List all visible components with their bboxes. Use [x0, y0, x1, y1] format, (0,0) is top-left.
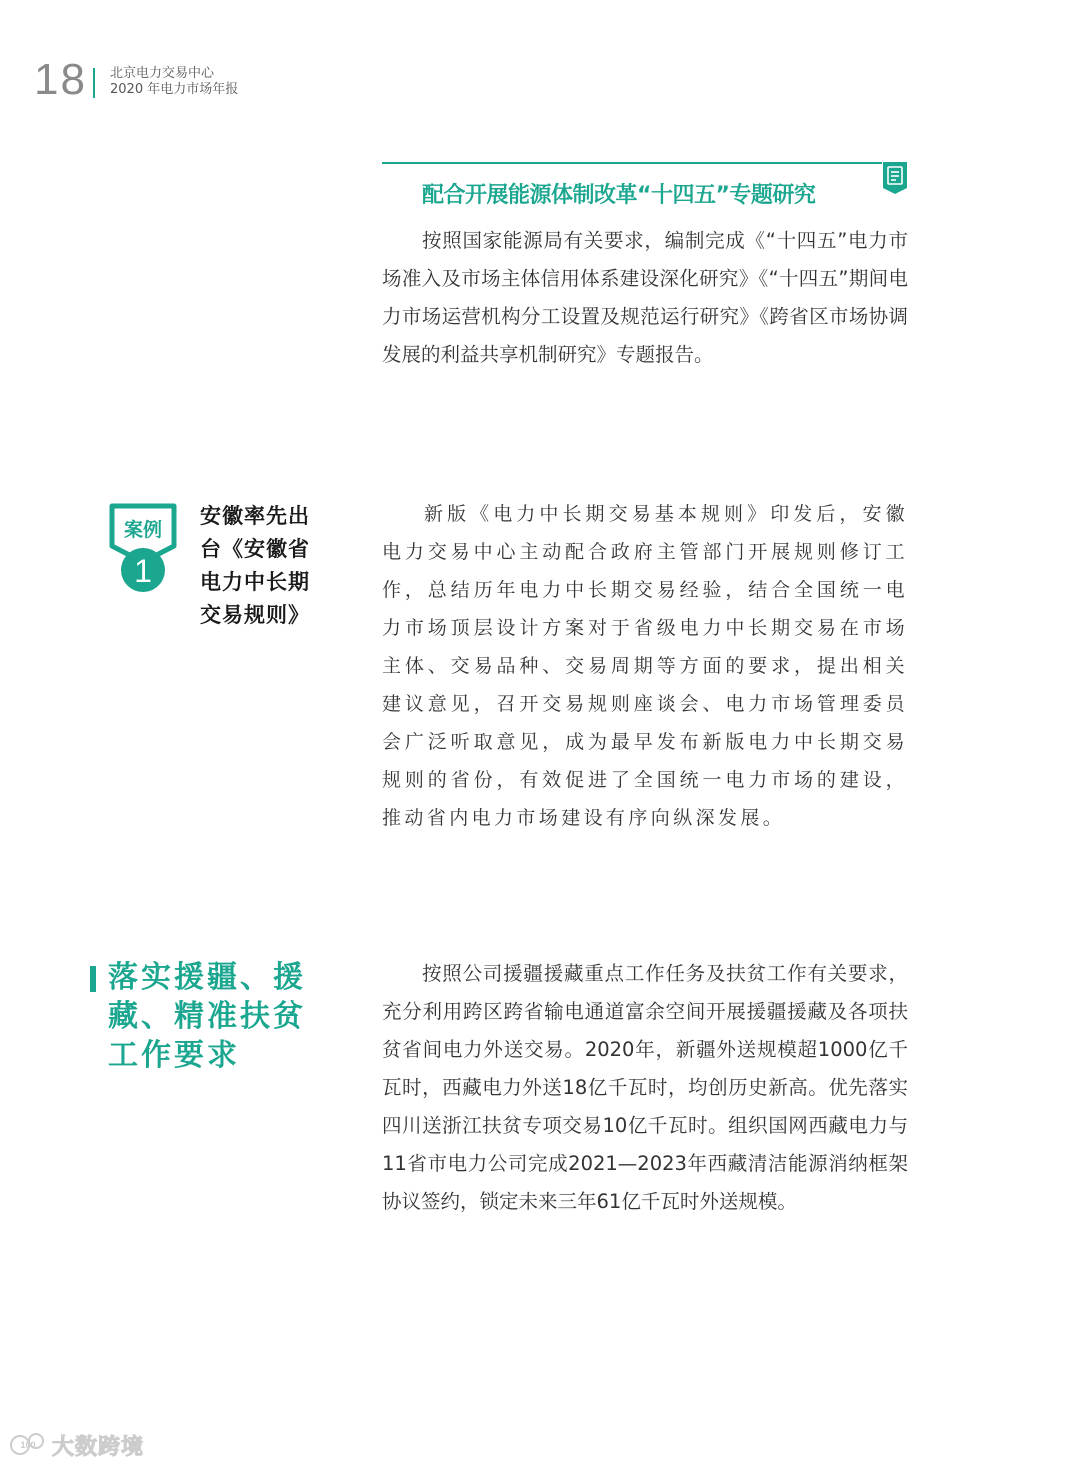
- page-number: 18: [34, 55, 87, 104]
- section-body-paragraph: 按照国家能源局有关要求，编制完成《“十四五”电力市场准入及市场主体信用体系建设深化研究》《“十四五”期间电力市场运营机构分工设置及规范运行研究》《跨省区市场协调发展的利益共享机制研究》专题报告。: [382, 229, 908, 366]
- case-badge-number: 1: [134, 553, 152, 589]
- case-badge-label: 案例: [123, 519, 163, 541]
- watermark-logo-text: 100: [20, 1440, 36, 1450]
- side-title-bar: [90, 966, 96, 992]
- header-text: [110, 66, 238, 98]
- section2-body-paragraph: 按照公司援疆援藏重点工作任务及扶贫工作有关要求，充分利用跨区跨省输电通道富余空间开展援疆援藏及各项扶贫省间电力外送交易。2020年，新疆外送规模超1000亿千瓦时，西藏电力外送18亿千瓦时，均创历史新高。优先落实四川送浙江扶贫专项交易10亿千瓦时。组织国网西藏电力与11省市电力公司完成2021—2023年西藏清洁能源消纳框架协议签约，锁定未来三年61亿千瓦时外送规模。: [382, 962, 908, 1213]
- section-title: 配合开展能源体制改革“十四五”专题研究: [422, 183, 816, 208]
- header-report-name: 2020 年电力市场年报: [110, 82, 239, 97]
- section-rule: [382, 162, 882, 164]
- watermark-text: 大数跨境: [52, 1434, 145, 1460]
- watermark-logo-icon: [8, 1431, 48, 1459]
- case-badge: [108, 502, 178, 594]
- side-title: 落实援疆、援藏、精准扶贫工作要求: [108, 960, 306, 1073]
- document-icon: [882, 162, 908, 194]
- watermark: [8, 1428, 144, 1462]
- case-body-paragraph: 新版《电力中长期交易基本规则》印发后，安徽电力交易中心主动配合政府主管部门开展规则修订工作，总结历年电力中长期交易经验，结合全国统一电力市场顶层设计方案对于省级电力中长期交易在市场主体、交易品种、交易周期等方面的要求，提出相关建议意见，召开交易规则座谈会、电力市场管理委员会广泛听取意见，成为最早发布新版电力中长期交易规则的省份，有效促进了全国统一电力市场的建设，推动省内电力市场建设有序向纵深发展。: [382, 503, 908, 829]
- header-divider: [93, 68, 95, 98]
- header-org-name: 北京电力交易中心: [110, 66, 215, 81]
- case-title: 安徽率先出台《安徽省电力中长期交易规则》: [200, 504, 310, 627]
